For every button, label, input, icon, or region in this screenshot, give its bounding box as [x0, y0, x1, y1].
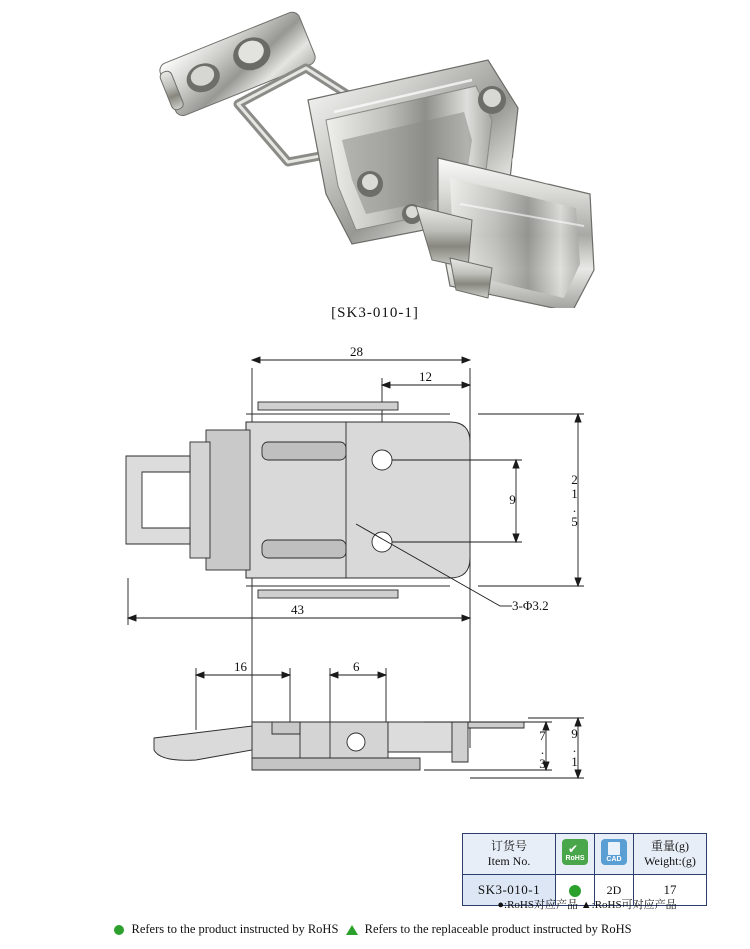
technical-drawing: [0, 330, 750, 820]
header-weight-en: Weight:(g): [644, 854, 696, 868]
dim-7-3-label: 7.3: [535, 728, 550, 770]
legend-dot-icon: [114, 925, 124, 935]
rohs-icon-label: RoHS: [565, 855, 585, 862]
hole-note-label: 3-Φ3.2: [512, 598, 549, 613]
page-icon: [608, 842, 620, 855]
drawing-svg: [0, 330, 750, 820]
legend-triangle-icon: [346, 925, 358, 935]
header-cad: [595, 834, 634, 875]
rohs-icon: [562, 839, 588, 865]
check-icon: ✔: [568, 842, 579, 856]
cad-icon-label: CAD: [606, 856, 622, 863]
dim-9-label: 9: [505, 492, 520, 506]
header-item-no: [463, 834, 556, 875]
header-rohs: [556, 834, 595, 875]
dim-9-1-label: 9.1: [567, 726, 582, 768]
cell-cad: 2D: [595, 875, 634, 906]
legend-chinese: [462, 896, 712, 912]
dim-16-label: 16: [234, 659, 247, 674]
legend-replaceable-cn: ▲:RoHS可对应产品: [580, 899, 677, 911]
legend-rohs-cn: ●:RoHS对应产品: [497, 899, 578, 911]
header-item-no-en: Item No.: [487, 854, 531, 868]
toggle-latch-illustration: [120, 8, 600, 308]
dim-12-label: 12: [419, 369, 432, 384]
product-photo: [120, 8, 600, 308]
header-item-no-cn: 订货号: [490, 839, 527, 853]
cell-item-no: SK3-010-1: [463, 875, 556, 906]
cell-weight: 17: [634, 875, 707, 906]
header-weight: [634, 834, 707, 875]
cad-icon: [601, 839, 627, 865]
dim-21-5-label: 21.5: [567, 472, 582, 528]
dim-28-label: 28: [350, 344, 363, 359]
green-dot-icon: [569, 885, 581, 897]
header-weight-cn: 重量(g): [651, 839, 689, 853]
legend-english: [0, 922, 750, 937]
photo-caption: [SK3-010-1]: [331, 305, 419, 321]
legend-rohs-en: Refers to the product instructed by RoHS: [131, 922, 339, 936]
dim-43-label: 43: [291, 602, 304, 617]
dim-6-label: 6: [353, 659, 360, 674]
legend-replaceable-en: Refers to the replaceable product instructed by RoHS: [364, 922, 632, 936]
table-header-row: [463, 834, 707, 875]
